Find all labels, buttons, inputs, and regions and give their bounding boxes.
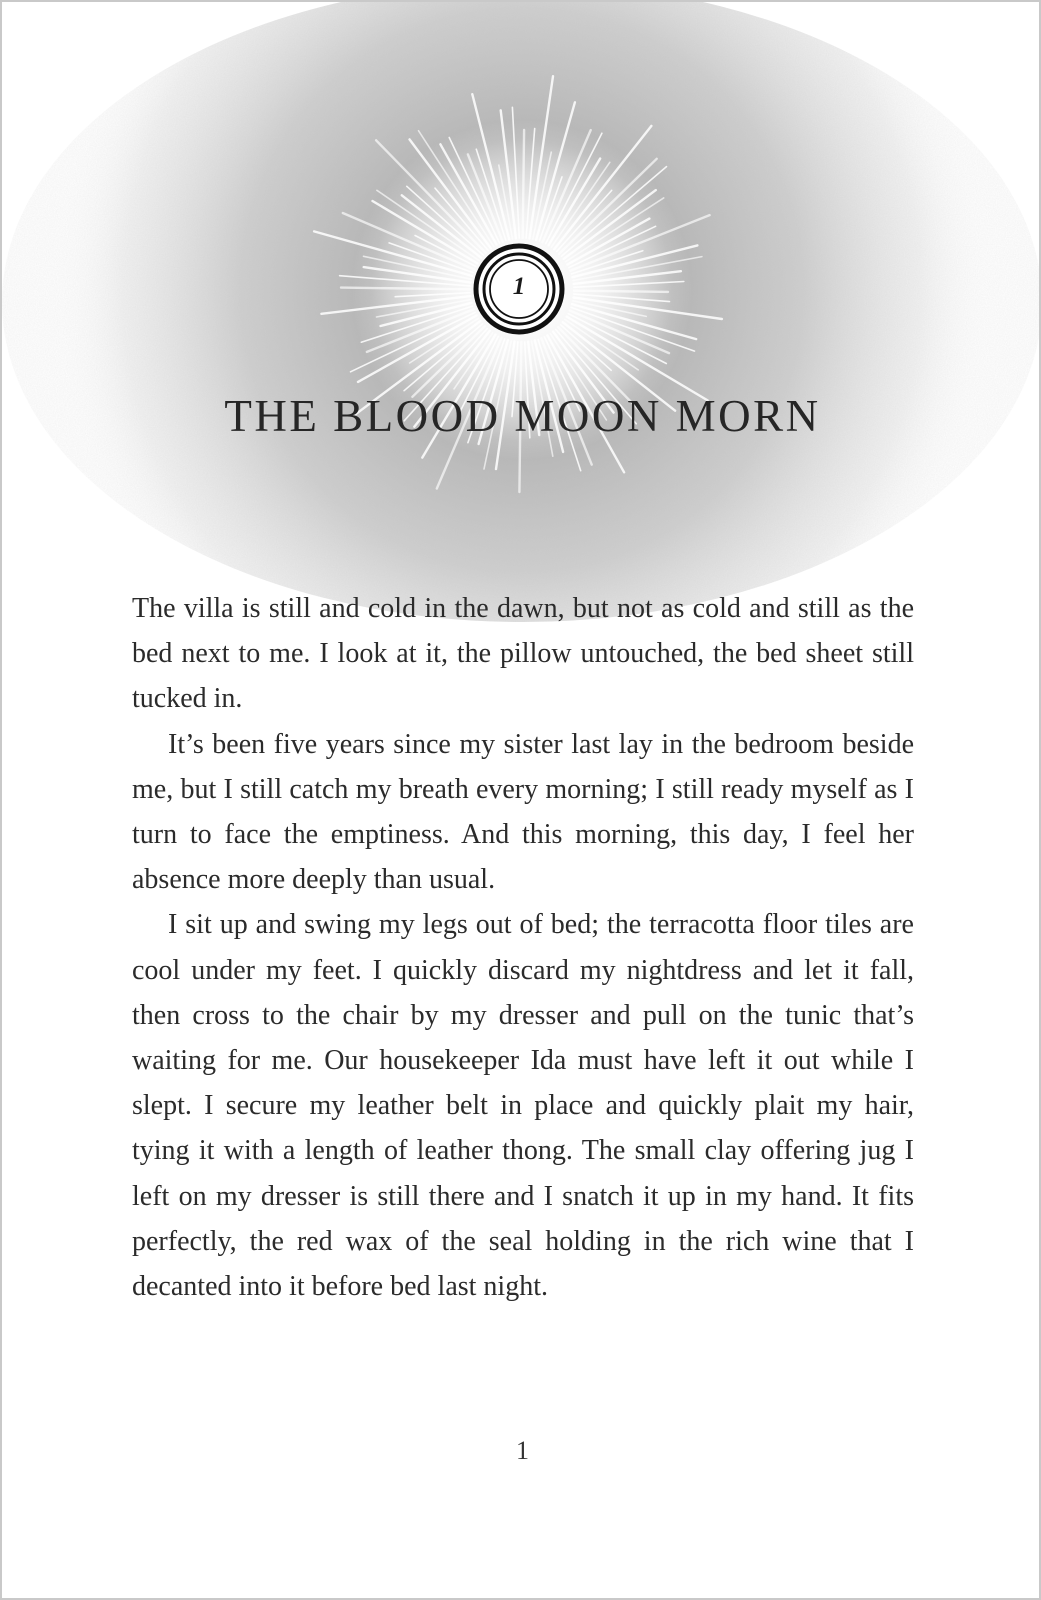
chapter-title: THE BLOOD MOON MORN [224,391,821,441]
paragraph: The villa is still and cold in the dawn, but not as cold and still as the bed next to me. I look at it, the pillow untouched, the bed sheet still tucked in. [132,593,914,715]
page-number: 1 [516,1436,529,1465]
chapter-body [132,586,914,1309]
chapter-number: 1 [512,273,526,300]
paragraph: I sit up and swing my legs out of bed; the terracotta floor tiles are cool under my feet. I quickly discard my nightdress and let it fall, then cross to the chair by my dresser and pull on the tunic that’s waiting for me. Our housekeeper Ida must have left it out while I slept. I secure my leather belt in place and quickly plait my hair, tying it with a length of leather thong. The small clay offering jug I left on my dresser is still there and I snatch it up in my hand. It fits perfectly, the red wax of the seal holding in the rich wine that I decanted into it before bed last night. [132,909,914,1303]
paragraph: It’s been five years since my sister last lay in the bedroom beside me, but I still catch my breath every morning; I still ready myself as I turn to face the emptiness. And this morning, this day, I feel her absence more deeply than usual. [132,728,914,896]
